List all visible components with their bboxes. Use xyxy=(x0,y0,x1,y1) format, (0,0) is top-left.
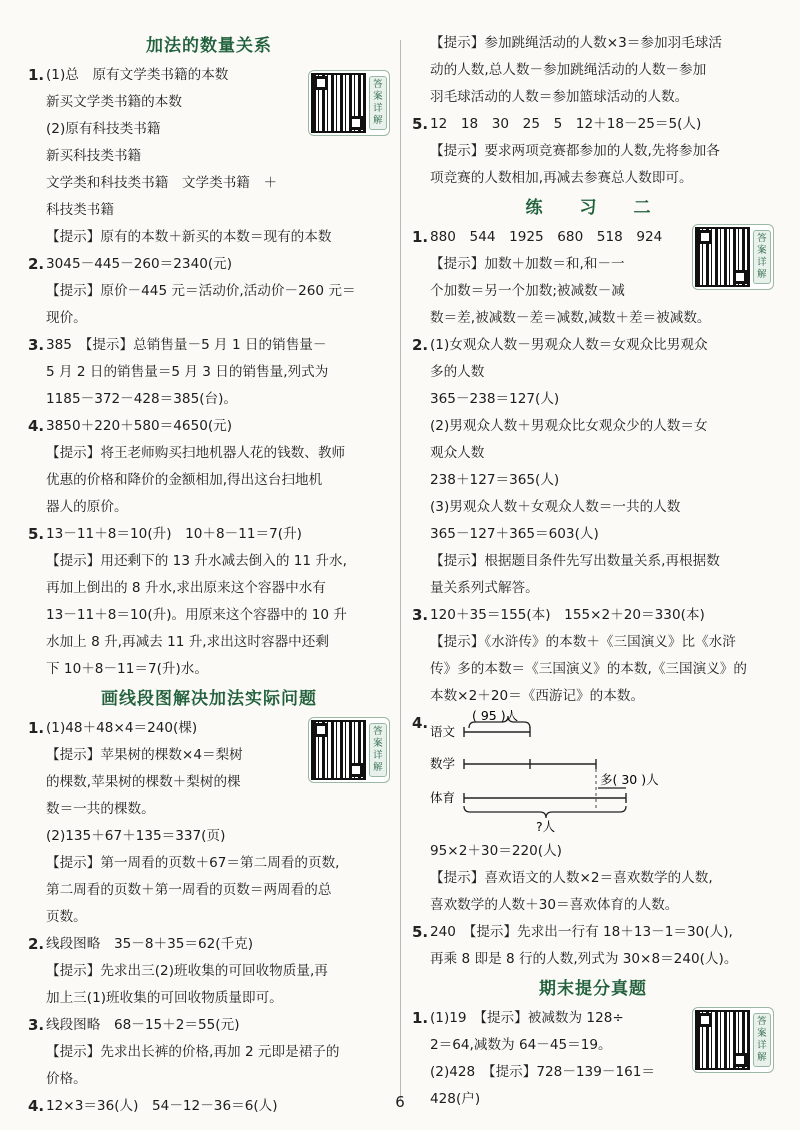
answer-line: 120＋35＝155(本) 155×2＋20＝330(本) xyxy=(430,607,705,623)
hint-line: 动的人数,总人数－参加跳绳活动的人数－参加 xyxy=(430,62,707,78)
hint-line: 【提示】先求出长裤的价格,再加 2 元即是裙子的 xyxy=(46,1044,340,1060)
answer-line: 880 544 1925 680 518 924 xyxy=(430,229,663,245)
left-column xyxy=(28,30,390,1120)
answer-line: 428(户) xyxy=(430,1091,481,1107)
qr-code[interactable] xyxy=(308,717,390,783)
hint-line: 再乘 8 即是 8 行的人数,列式为 30×8＝240(人)。 xyxy=(430,951,738,967)
hint-line: 【提示】喜欢语文的人数×2＝喜欢数学的人数, xyxy=(430,870,713,886)
answer-item xyxy=(28,251,390,332)
answer-line: 13－11＋8＝10(升) 10＋8－11＝7(升) xyxy=(46,526,302,542)
hint-line: 【提示】苹果树的棵数×4＝梨树 xyxy=(46,747,243,763)
answer-item xyxy=(412,224,774,332)
item-number: 4. xyxy=(412,714,429,732)
hint-line: 【提示】《水浒传》的本数＋《三国演义》比《水浒 xyxy=(430,634,736,650)
hint-line: 项竞赛的人数相加,再减去参赛总人数即可。 xyxy=(430,170,693,186)
qr-badge: 答案详解 xyxy=(369,723,387,777)
hint-line: 1185－372－428＝385(台)。 xyxy=(46,391,238,407)
hint-line: 羽毛球活动的人数＝参加篮球活动的人数。 xyxy=(430,89,689,105)
segment-diagram xyxy=(412,710,662,836)
hint-line: 【提示】原有的本数＋新买的本数＝现有的本数 xyxy=(46,229,332,245)
hint-line: 第二周看的页数＋第一周看的页数＝两周看的总 xyxy=(46,882,332,898)
answer-line: (3)男观众人数＋女观众人数＝一共的人数 xyxy=(430,499,681,515)
qr-code[interactable] xyxy=(308,70,390,136)
qr-code[interactable] xyxy=(692,224,774,290)
answer-item xyxy=(412,919,774,973)
answer-line: 365－238＝127(人) xyxy=(430,391,560,407)
answer-item xyxy=(28,413,390,521)
answer-line: 观众人数 xyxy=(430,445,485,461)
qr-code-icon xyxy=(311,73,366,133)
item-number: 1. xyxy=(28,719,45,737)
hint-line: 量关系列式解答。 xyxy=(430,580,539,596)
item-number: 4. xyxy=(28,417,45,435)
hint-line: 本数×2＋20＝《西游记》的本数。 xyxy=(430,688,645,704)
answer-line: 3045－445－260＝2340(元) xyxy=(46,256,233,272)
hint-line: 再加上倒出的 8 升水,求出原来这个容器中水有 xyxy=(46,580,326,596)
answer-line: 新买科技类书籍 xyxy=(46,148,142,164)
answer-line: 240 【提示】先求出一行有 18＋13－1＝30(人), xyxy=(430,924,733,940)
answer-line: 385 【提示】总销售量－5 月 1 日的销售量－ xyxy=(46,337,327,353)
item-number: 1. xyxy=(28,66,45,84)
answer-line: 线段图略 68－15＋2＝55(元) xyxy=(46,1017,240,1033)
answer-line: 多的人数 xyxy=(430,364,485,380)
brace-top-label: ( 95 )人 xyxy=(472,710,519,723)
qr-code-icon xyxy=(695,1010,750,1070)
hint-line: 个加数＝另一个加数;被减数－减 xyxy=(430,283,625,299)
right-column xyxy=(412,30,774,1113)
hint-line: 下 10＋8－11＝7(升)水。 xyxy=(46,661,208,677)
answer-item xyxy=(412,710,774,838)
hint-line: 【提示】要求两项竞赛都参加的人数,先将参加各 xyxy=(430,143,720,159)
answer-line: 线段图略 35－8＋35＝62(千克) xyxy=(46,936,254,952)
answer-line: (2)原有科技类书籍 xyxy=(46,121,161,137)
answer-line: 95×2＋30＝220(人) xyxy=(430,843,562,859)
qr-code[interactable] xyxy=(692,1007,774,1073)
brace-total-label: ?人 xyxy=(536,819,556,834)
hint-line: 价格。 xyxy=(46,1071,87,1087)
answer-line: 科技类书籍 xyxy=(46,202,114,218)
hint-line: 【提示】将王老师购买扫地机器人花的钱数、教师 xyxy=(46,445,346,461)
hint-line: 喜欢数学的人数＋30＝喜欢体育的人数。 xyxy=(430,897,679,913)
answer-line: 新买文学类书籍的本数 xyxy=(46,94,182,110)
hint-line: 【提示】参加跳绳活动的人数×3＝参加羽毛球活 xyxy=(430,35,722,51)
hint-line: 数＝一共的棵数。 xyxy=(46,801,155,817)
item-number: 5. xyxy=(412,923,429,941)
item-number: 5. xyxy=(412,115,429,133)
answer-line: 3850＋220＋580＝4650(元) xyxy=(46,418,233,434)
section-title: 加法的数量关系 xyxy=(146,36,272,56)
qr-code-icon xyxy=(695,227,750,287)
answer-line: (1)19 【提示】被减数为 128÷ xyxy=(430,1010,624,1026)
answer-line: (2)428 【提示】728－139－161＝ xyxy=(430,1064,655,1080)
answer-line: (1)48＋48×4＝240(棵) xyxy=(46,720,198,736)
item-number: 3. xyxy=(412,606,429,624)
hint-line: 的棵数,苹果树的棵数＋梨树的棵 xyxy=(46,774,241,790)
hint-line: 5 月 2 日的销售量＝5 月 3 日的销售量,列式为 xyxy=(46,364,329,380)
label-pe: 体育 xyxy=(430,790,456,805)
hint-line: 现价。 xyxy=(46,310,87,326)
hint-line: 2＝64,减数为 64－45＝19。 xyxy=(430,1037,612,1053)
item-number: 2. xyxy=(28,255,45,273)
hint-line: 【提示】第一周看的页数＋67＝第二周看的页数, xyxy=(46,855,340,871)
qr-badge: 答案详解 xyxy=(369,76,387,130)
hint-line: 优惠的价格和降价的金额相加,得出这台扫地机 xyxy=(46,472,323,488)
answer-item xyxy=(412,30,774,111)
section-title: 期末提分真题 xyxy=(539,979,647,999)
answer-item xyxy=(412,838,774,919)
page-number: 6 xyxy=(395,1093,405,1111)
answer-line: 365－127＋365＝603(人) xyxy=(430,526,599,542)
hint-line: 加上三(1)班收集的可回收物质量即可。 xyxy=(46,990,283,1006)
qr-code-icon xyxy=(311,720,366,780)
answer-line: (1)总 原有文学类书籍的本数 xyxy=(46,67,229,83)
answer-item xyxy=(28,931,390,1012)
answer-item xyxy=(28,521,390,683)
item-number: 1. xyxy=(412,1009,429,1027)
answer-line: 238＋127＝365(人) xyxy=(430,472,560,488)
hint-line: 传》多的本数＝《三国演义》的本数,《三国演义》的 xyxy=(430,661,747,677)
hint-line: 数＝差,被减数－差＝减数,减数＋差＝被减数。 xyxy=(430,310,711,326)
answer-line: 12 18 30 25 5 12＋18－25＝5(人) xyxy=(430,116,702,132)
answer-item xyxy=(412,111,774,192)
section-title: 画线段图解决加法实际问题 xyxy=(101,689,317,709)
hint-line: 【提示】原价－445 元＝活动价,活动价－260 元＝ xyxy=(46,283,356,299)
answer-line: (2)男观众人数＋男观众比女观众少的人数＝女 xyxy=(430,418,708,434)
item-number: 5. xyxy=(28,525,45,543)
answer-item xyxy=(412,332,774,602)
label-chinese: 语文 xyxy=(430,724,456,739)
hint-line: 【提示】根据题目条件先写出数量关系,再根据数 xyxy=(430,553,720,569)
answer-line: 文学类和科技类书籍 文学类书籍 ＋ xyxy=(46,175,278,191)
answer-item xyxy=(28,1012,390,1093)
brace-total xyxy=(464,806,626,818)
answer-item xyxy=(28,332,390,413)
item-number: 4. xyxy=(28,1097,45,1115)
item-number: 3. xyxy=(28,1016,45,1034)
hint-line: 【提示】加数＋加数＝和,和－一 xyxy=(430,256,625,272)
answer-line: (1)女观众人数－男观众人数＝女观众比男观众 xyxy=(430,337,708,353)
hint-line: 【提示】先求出三(2)班收集的可回收物质量,再 xyxy=(46,963,328,979)
section-title: 练 习 二 xyxy=(525,198,661,218)
item-number: 2. xyxy=(412,336,429,354)
hint-line: 器人的原价。 xyxy=(46,499,128,515)
answer-item xyxy=(28,715,390,931)
hint-line: 水加上 8 升,再减去 11 升,求出这时容器中还剩 xyxy=(46,634,329,650)
hint-line: 【提示】用还剩下的 13 升水减去倒入的 11 升水, xyxy=(46,553,347,569)
answer-line: (2)135＋67＋135＝337(页) xyxy=(46,828,226,844)
column-divider xyxy=(400,40,401,1100)
item-number: 2. xyxy=(28,935,45,953)
item-number: 1. xyxy=(412,228,429,246)
answer-line: 12×3＝36(人) 54－12－36＝6(人) xyxy=(46,1098,278,1114)
item-number: 3. xyxy=(28,336,45,354)
hint-line: 页数。 xyxy=(46,909,87,925)
answer-item xyxy=(28,62,390,251)
label-math: 数学 xyxy=(430,756,456,771)
qr-badge: 答案详解 xyxy=(753,230,771,284)
qr-badge: 答案详解 xyxy=(753,1013,771,1067)
hint-line: 13－11＋8＝10(升)。用原来这个容器中的 10 升 xyxy=(46,607,347,623)
answer-item xyxy=(412,602,774,710)
brace-more-label: 多( 30 )人 xyxy=(600,772,659,787)
